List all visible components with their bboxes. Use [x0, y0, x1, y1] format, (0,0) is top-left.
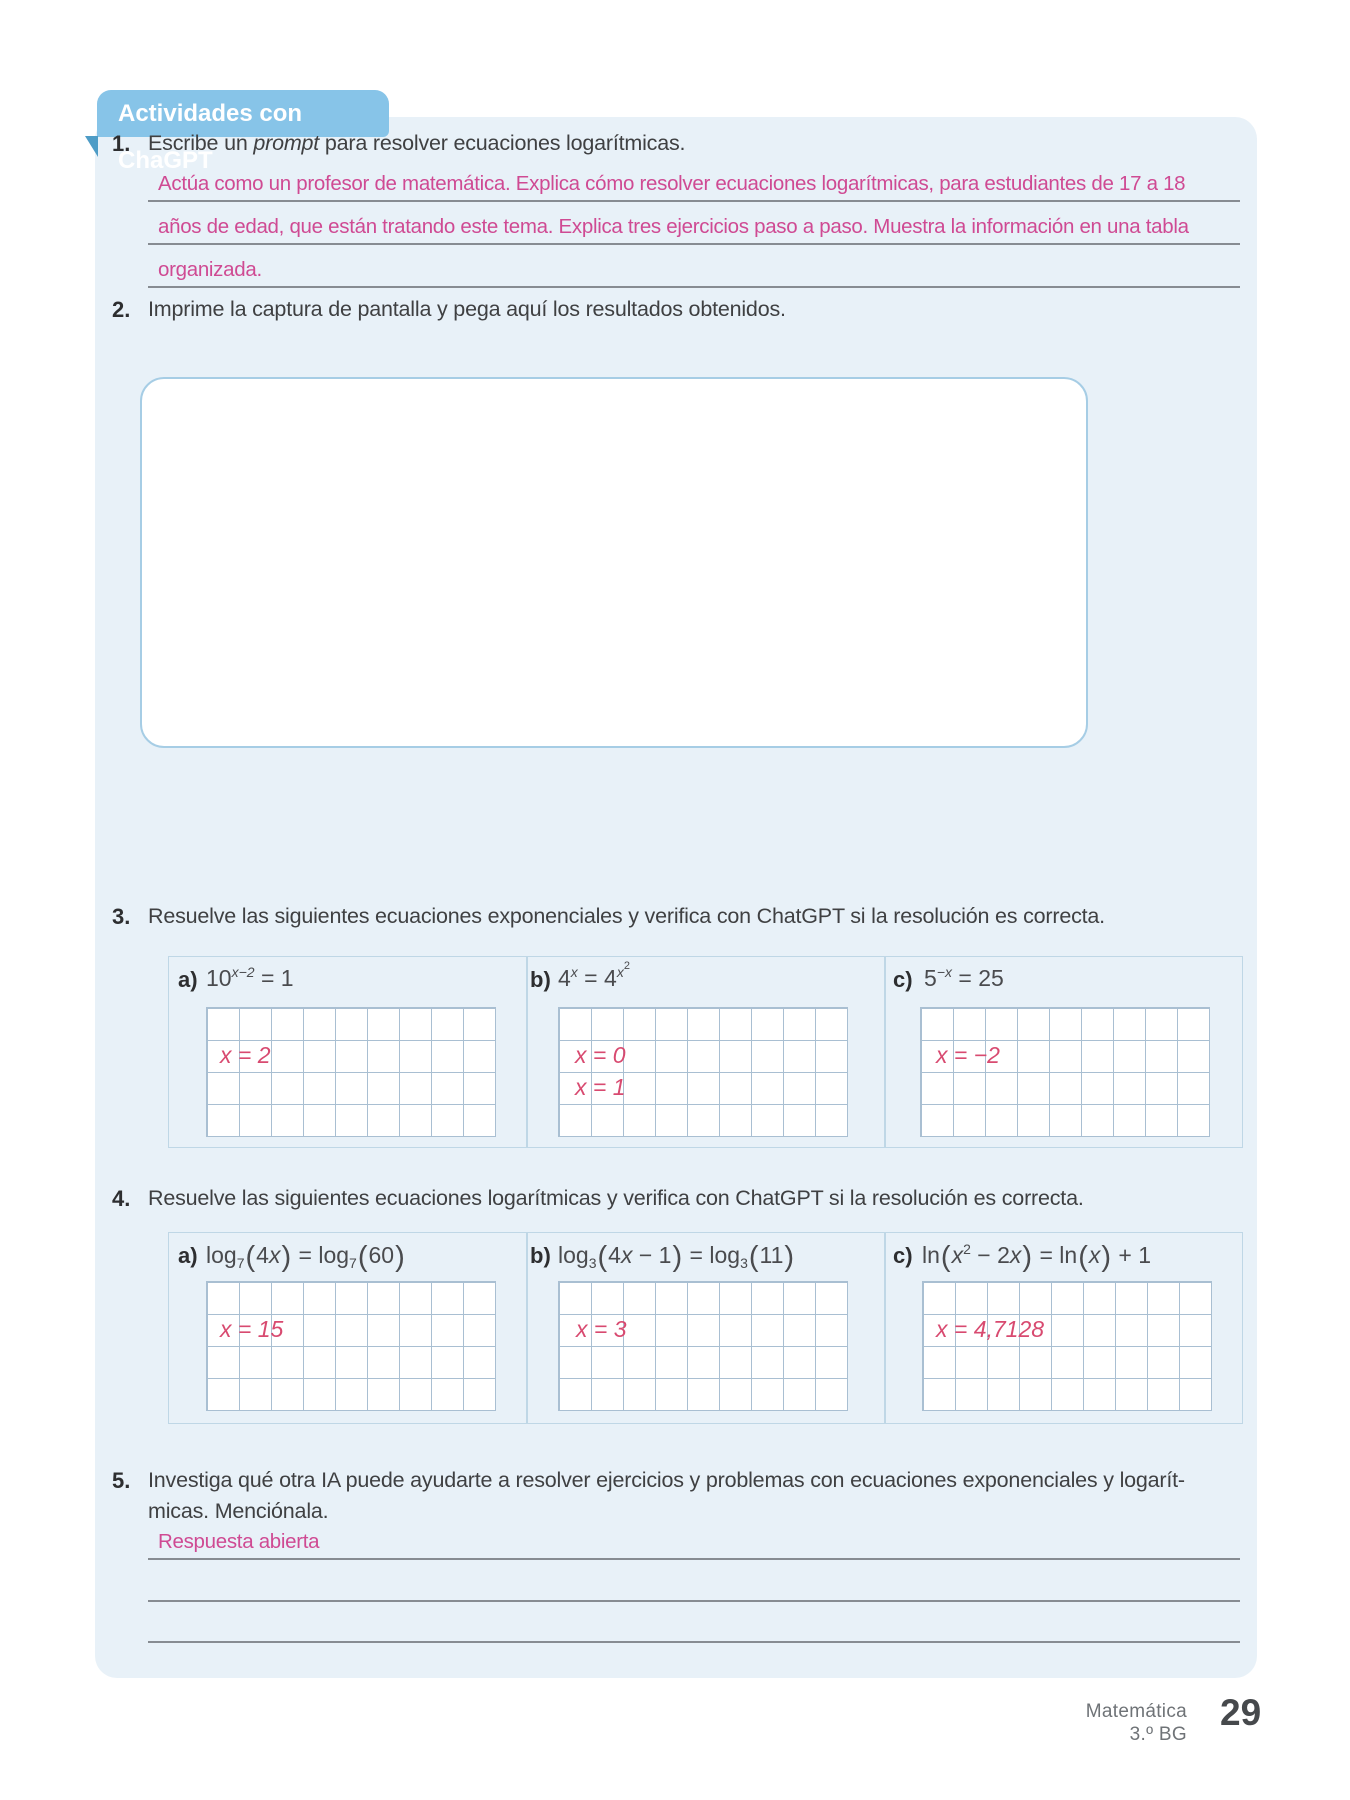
item-3-cell-divider — [884, 956, 886, 1148]
page-number: 29 — [1220, 1692, 1262, 1733]
item-4c-equation: $\ln(x^2 - 2x) = \ln(x) + 1$ — [922, 1241, 1152, 1273]
item-3a-equation: $10^{x-2} = 1$ — [206, 964, 294, 991]
activities-title: Actividades con ChaGPT — [118, 100, 303, 174]
item-3c-label: c) — [893, 967, 913, 992]
item-5-answer-line: Respuesta abierta — [148, 1518, 1240, 1560]
item-3-cell-divider — [526, 956, 528, 1148]
item-3c-equation: $5^{-x} = 25$ — [924, 964, 1004, 991]
item-2-number: 2. — [112, 297, 131, 322]
item-3b-equation: $4^x = 4^{x2}$ — [558, 960, 630, 991]
item-3-number: 3. — [112, 904, 131, 929]
item-4a-label: a) — [178, 1243, 198, 1268]
item-5-answer-line — [148, 1560, 1240, 1602]
item-1-answer-line: organizada. — [148, 246, 1240, 288]
item-1-text: Escribe un prompt para resolver ecuaciones logarítmicas. — [148, 131, 686, 155]
footer-subject-grade — [887, 1700, 1187, 1746]
item-5-text: Investiga qué otra IA puede ayudarte a resolver ejercicios y problemas con ecuaciones exponenciales y logarít- micas. Menciónala. — [148, 1468, 1185, 1523]
item-1-answer-line: Actúa como un profesor de matemática. Explica cómo resolver ecuaciones logarítmicas, para estudiantes de 17 a 18 — [148, 160, 1240, 202]
item-3b-answer: x = 1 — [575, 1074, 626, 1100]
item-4-text: Resuelve las siguientes ecuaciones logarítmicas y verifica con ChatGPT si la resolución es correcta. — [148, 1186, 1084, 1210]
item-3-text: Resuelve las siguientes ecuaciones exponenciales y verifica con ChatGPT si la resolución es correcta. — [148, 904, 1105, 928]
item-3a-label: a) — [178, 967, 198, 992]
item-5-number: 5. — [112, 1468, 131, 1493]
item-4b-label: b) — [530, 1243, 551, 1268]
item-4b-answer-grid — [558, 1281, 848, 1411]
activities-panel — [95, 117, 1257, 1678]
item-3a-answer-grid — [206, 1007, 496, 1137]
item-1-number: 1. — [112, 131, 131, 156]
item-1-answer-line: años de edad, que están tratando este tema. Explica tres ejercicios paso a paso. Muestra la información en una tabla — [148, 203, 1240, 245]
item-5-answer-line — [148, 1601, 1240, 1643]
item-4a-answer: x = 15 — [220, 1316, 284, 1342]
item-4-number: 4. — [112, 1186, 131, 1211]
item-3b-answer: x = 0 — [575, 1042, 626, 1068]
item-4-cell-divider — [884, 1232, 886, 1424]
item-3c-answer: x = −2 — [936, 1042, 1000, 1068]
item-4b-equation: $\log_3(4x - 1) = \log_3(11)$ — [558, 1241, 795, 1273]
item-2-text: Imprime la captura de pantalla y pega aquí los resultados obtenidos. — [148, 297, 786, 321]
item-4c-answer: x = 4,7128 — [936, 1316, 1045, 1342]
footer-subject: Matemática — [1085, 1701, 1187, 1722]
item-4c-label: c) — [893, 1243, 913, 1268]
item-3c-answer-grid — [920, 1007, 1210, 1137]
item-4c-answer-grid — [922, 1281, 1212, 1411]
item-4-cell-divider — [526, 1232, 528, 1424]
item-4a-answer-grid — [206, 1281, 496, 1411]
item-3b-label: b) — [530, 967, 551, 992]
item-4b-answer: x = 3 — [576, 1316, 627, 1342]
item-3a-answer: x = 2 — [220, 1042, 271, 1068]
item-4a-equation: $\log_7(4x) = \log_7(60)$ — [206, 1241, 405, 1273]
screenshot-paste-box — [140, 377, 1088, 748]
footer-grade: 3.º BG — [1129, 1724, 1187, 1745]
